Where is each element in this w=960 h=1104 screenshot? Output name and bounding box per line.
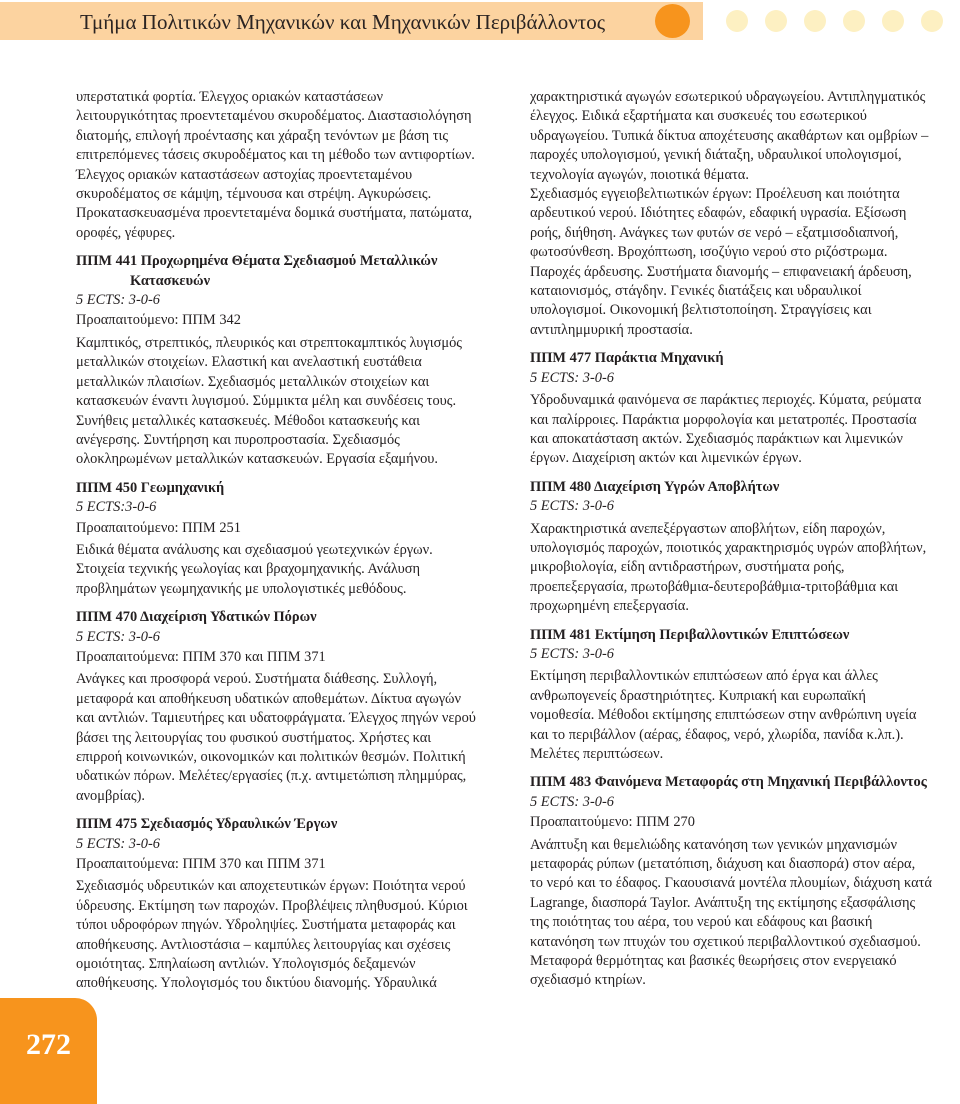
course-description [76,670,496,806]
text-line: ανέγερσης. Συντήρηση και πυροπροστασία. Σχεδιασμός [76,431,400,448]
text-line: Ειδικά θέματα ανάλυσης και σχεδιασμού γεωτεχνικών έργων. [76,541,433,558]
page-number: 272 [26,1028,71,1061]
course-description [530,520,950,617]
header-dot [843,10,865,32]
course-title [76,479,496,498]
text-line: Σχεδιασμός εγγειοβελτιωτικών έργων: Προέλευση και ποιότητα [530,186,900,203]
text-line: αρδευτικού νερού. Ιδιότητες εδαφών, εδαφική υγρασία. Εξίσωση [530,205,907,222]
text-line: της ποιότητας του αέρα, του νερού και εδάφους και βασική [530,914,873,931]
course-title-text: ΠΠΜ 480 Διαχείριση Υγρών Αποβλήτων [530,478,780,495]
text-line: Εκτίμηση περιβαλλοντικών επιπτώσεων από έργα και άλλες [530,668,878,685]
text-line: ροής, διήθηση. Ανάγκες των φυτών σε νερό – εξατμισοδιαπνοή, [530,224,899,241]
text-line: και αποκατάσταση ακτών. Σχεδιασμός παράκτιων και λιμενικών [530,430,903,447]
page-header-title: Τμήμα Πολιτικών Μηχανικών και Μηχανικών Περιβάλλοντος [80,10,606,34]
text-line: χαρακτηριστικά αγωγών εσωτερικού υδραγωγείου. Αντιπληγματικός [530,89,926,105]
text-line: ομοιότητας. Σπηλαίωση αντλιών. Υπολογισμός δεξαμενών [76,956,416,973]
course-description [530,836,950,991]
course-ects: 5 ECTS: 3-0-6 [76,292,160,309]
text-line: τεχνολογία αγωγών, ποιοτικά θέματα. [530,166,749,183]
course-description [76,877,496,993]
text-line: αντιπλημμυρική προστασία. [530,321,693,338]
text-line: προεπεξεργασία, πρωτοβάθμια-δευτεροβάθμια-τριτοβάθμια και [530,578,899,595]
text-line: Σχεδιασμός υδρευτικών και αποχετευτικών έργων: Ποιότητα νερού [76,878,466,895]
text-line: Υδροδυναμικά φαινόμενα σε παράκτιες περιοχές. Κύματα, ρεύματα [530,392,922,409]
course-prerequisite: Προαπαιτούμενο: ΠΠΜ 342 [76,312,241,329]
text-line: έλεγχος. Ειδικά εξαρτήματα και συσκευές του εσωτερικού [530,108,867,125]
text-line: λειτουργικότητας προεντεταμένου σκυροδέματος. Διαστασιολόγηση [76,108,472,125]
text-line: Συνήθεις μεταλλικές κατασκευές. Μέθοδοι κατασκευής και [76,412,420,429]
course-section [530,626,950,765]
intro-paragraph [530,88,950,185]
text-line: Μελέτες περιπτώσεων. [530,746,664,762]
header-orange-circle [655,4,690,38]
course-ects: 5 ECTS: 3-0-6 [76,628,160,645]
header-dot [804,10,826,32]
course-title-text: ΠΠΜ 450 Γεωμηχανική [76,479,225,496]
text-line: σχεδιασμό κτηρίων. [530,972,646,989]
text-line: επιρροή κοινωνικών, οικονομικών και πολιτικών θεσμών. Πολιτική [76,749,466,765]
text-line: επιτρεπόμενες τάσεις σκυροδέματος και τη μέθοδο των αντιφορτίων. [76,147,475,164]
course-title-text: ΠΠΜ 475 Σχεδιασμός Υδραυλικών Έργων [76,816,338,833]
text-line: κατασκευών έναντι λυγισμού. Σύμμικτα μέλη και συνδέσεις τους. [76,393,457,410]
text-line: Χαρακτηριστικά ανεπεξέργαστων αποβλήτων, είδη παροχών, [530,520,886,537]
text-line: Καμπτικός, στρεπτικός, πλευρικός και στρεπτοκαμπτικός λυγισμός [76,334,462,351]
text-line: υδατικών πόρων. Μελέτες/εργασίες (π.χ. αντιμετώπιση πλημμύρας, [76,768,467,785]
course-list [530,349,950,991]
text-line: μεταλλικών στοιχείων. Ελαστική και ανελαστική ευστάθεια [76,354,422,371]
text-line: μεταφοράς ρύπων (μετατόπιση, διάχυση και διασπορά) στον αέρα, [530,856,916,873]
text-line: υπολογισμοί. Οικονομική βελτιστοποίηση. Στραγγίσεις και [530,302,872,319]
text-line: ανθρωπογενείς δραστηριότητες. Κυπριακή και ευρωπαϊκή [530,687,866,704]
course-section [530,773,950,990]
text-line: υπολογισμός παροχών, ποιοτικός χαρακτηρισμός υγρών αποβλήτων, [530,539,927,556]
text-line: Προκατασκευασμένα προεντεταμένα δομικά συστήματα, πατώματα, [76,205,473,222]
text-line: τύποι υδροφόρων πηγών. Υδροληψίες. Συστήματα μεταφοράς και [76,917,456,934]
course-title [76,252,496,291]
course-section [76,479,496,599]
course-title-text: ΠΠΜ 483 Φαινόμενα Μεταφοράς στη Μηχανική Περιβάλλοντος [530,774,927,791]
course-list [76,252,496,994]
course-ects: 5 ECTS: 3-0-6 [530,369,614,386]
intro-paragraph-2 [530,185,950,340]
text-line: αποθήκευσης. Αντλιοστάσια – καμπύλες λειτουργίας και σχέσεις [76,936,451,953]
text-line: φωτοσύνθεση. Βροχόπτωση, ισοζύγιο νερού στο ριζόστρωμα. [530,244,888,261]
course-title-continued: Κατασκευών [130,272,210,289]
text-line: διατομής, επιλογή προέντασης και χάραξη τενόντων με βάση τις [76,127,449,144]
text-line: ύδρευσης. Εκτίμηση των παροχών. Προβλέψεις πληθυσμού. Κύριοι [76,897,468,914]
text-line: και παλίρροιες. Παράκτια μορφολογία και μετατροπές. Προστασία [530,411,917,428]
text-line: βάσει της λειτουργίας του φυσικού συστήματος. Χρήστες και [76,729,432,746]
course-title-text: ΠΠΜ 477 Παράκτια Μηχανική [530,350,724,367]
text-line: ολοκληρωμένων μεταλλικών κατασκευών. Εργασία εξαμήνου. [76,451,439,468]
course-title [76,608,496,627]
header-dot [726,10,748,32]
right-column [530,88,950,991]
text-line: Ανάπτυξη και θεμελιώδης κατανόηση των γενικών μηχανισμών [530,836,898,853]
course-title [530,773,950,792]
course-ects: 5 ECTS: 3-0-6 [530,498,614,515]
left-column [76,88,496,994]
course-title-text: ΠΠΜ 481 Εκτίμηση Περιβαλλοντικών Επιπτώσεων [530,626,850,643]
text-line: Lagrange, διασπορά Taylor. Ανάπτυξη της εκτίμησης εξασφάλισης [530,894,916,911]
course-title-text: ΠΠΜ 470 Διαχείριση Υδατικών Πόρων [76,609,317,626]
course-section [530,478,950,617]
page-number-box [0,998,97,1104]
text-line: μεταφορά και αποθήκευση υδατικών αποθεμάτων. Δίκτυα αγωγών [76,690,462,707]
text-line: και το περιβάλλον (αέρας, έδαφος, νερό, χλωρίδα, πανίδα κ.λπ.). [530,726,904,743]
course-prerequisite: Προαπαιτούμενα: ΠΠΜ 370 και ΠΠΜ 371 [76,856,326,873]
text-line: κατανόηση των πτυχών του σχετικού περιβαλλοντικού σχεδιασμού. [530,933,921,950]
course-section [76,608,496,806]
text-line: ανομβρίας). [76,787,145,804]
text-line: οροφές, γέφυρες. [76,224,176,241]
text-line: παροχές υπολογισμού, γενική διάταξη, υδραυλικοί υπολογισμοί, [530,147,902,164]
text-line: προχωρημένη επεξεργασία. [530,598,689,615]
text-line: μικροβιολογία, είδη αντιδραστήρων, συστήματα ροής, [530,559,845,576]
header-dot [921,10,943,32]
text-line: Στοιχεία τεχνικής γεωλογίας και βραχομηχανικής. Ανάλυση [76,561,420,578]
header-band [0,2,703,40]
course-title-text: ΠΠΜ 441 Προχωρημένα Θέματα Σχεδιασμού Μεταλλικών [76,253,438,270]
header-dot [765,10,787,32]
course-prerequisite: Προαπαιτούμενα: ΠΠΜ 370 και ΠΠΜ 371 [76,648,326,665]
course-prerequisite: Προαπαιτούμενο: ΠΠΜ 251 [76,519,241,536]
course-title [530,478,950,497]
course-section [530,349,950,468]
course-description [530,391,950,469]
text-line: σκυροδέματος σε κάμψη, τέμνουσα και στρέψη. Αγκυρώσεις. [76,186,432,203]
text-line: υπερστατικά φορτία. Έλεγχος οριακών καταστάσεων [76,89,383,105]
course-title [530,349,950,368]
text-line: προβλημάτων γεωμηχανικής με υπολογιστικές μεθόδους. [76,580,407,597]
course-title [530,626,950,645]
course-description [76,541,496,599]
text-line: Μεταφορά θερμότητας και βασικές θεωρήσεις στον ενεργειακό [530,953,897,970]
text-line: και αντλιών. Ταμιευτήρες και υδατοφράγματα. Έλεγχος πηγών νερού [76,710,476,727]
text-line: έργων. Διαχείριση ακτών και λιμενικών έργων. [530,450,802,467]
text-line: μεταλλικών πλαισίων. Σχεδιασμός μεταλλικών στοιχείων και [76,373,430,390]
text-line: καταιονισμός, στάγδην. Γενικές διατάξεις και υδραυλικοί [530,283,862,300]
text-line: Παροχές άρδευσης. Συστήματα διανομής – επιφανειακή άρδευση, [530,263,912,280]
course-prerequisite: Προαπαιτούμενο: ΠΠΜ 270 [530,814,695,831]
text-line: υδραγωγείου. Τυπικά δίκτυα αποχέτευσης ακαθάρτων και ομβρίων – [530,127,929,144]
course-section [76,252,496,469]
course-ects: 5 ECTS:3-0-6 [76,499,157,516]
course-section [76,815,496,994]
course-description [530,667,950,764]
text-line: νομοθεσία. Μέθοδοι εκτίμησης επιπτώσεων στην ανθρώπινη υγεία [530,707,917,724]
course-ects: 5 ECTS: 3-0-6 [76,835,160,852]
text-line: Ανάγκες και προσφορά νερού. Συστήματα διάθεσης. Συλλογή, [76,671,438,688]
intro-paragraph [76,88,496,243]
text-line: το νερό και το έδαφος. Γκαουσιανά μοντέλα πλουμίων, διάχυση κατά [530,875,932,892]
course-title [76,815,496,834]
header-dot [882,10,904,32]
text-line: Έλεγχος οριακών καταστάσεων αστοχίας προεντεταμένου [76,166,413,183]
course-ects: 5 ECTS: 3-0-6 [530,793,614,810]
course-ects: 5 ECTS: 3-0-6 [530,645,614,662]
course-description [76,334,496,470]
text-line: αποθήκευσης. Υπολογισμός του δικτύου διανομής. Υδραυλικά [76,975,437,992]
